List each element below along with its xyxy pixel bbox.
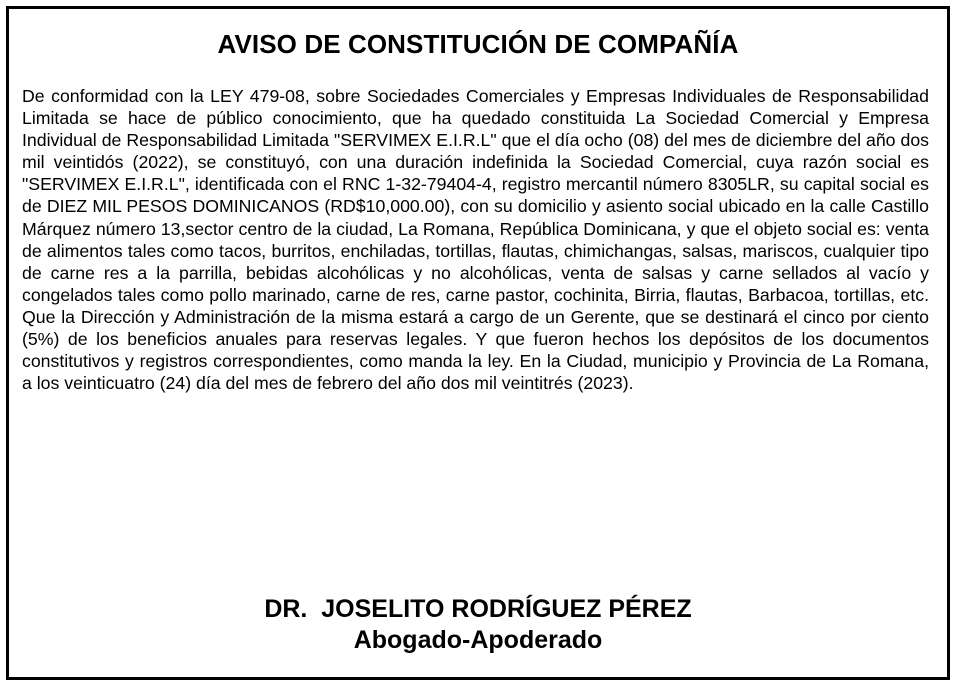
legal-notice-box xyxy=(6,6,950,680)
notice-title: AVISO DE CONSTITUCIÓN DE COMPAÑÍA xyxy=(217,29,739,59)
signer-role: Abogado-Apoderado xyxy=(353,626,603,654)
notice-body: De conformidad con la LEY 479-08, sobre Sociedades Comerciales y Empresas Individuales de Responsabilidad Limitada se hace de público conocimiento, que ha quedado constituida La Sociedad Comercial y Empresa Individual de Responsabilidad Limitada "SERVIMEX E.I.R.L" que el día ocho (08) del mes de diciembre del año dos mil veintidós (2022), se constituyó, con una duración indefinida la Sociedad Comercial, cuya razón social es "SERVIMEX E.I.R.L", identificada con el RNC 1-32-79404-4, registro mercantil número 8305LR, su capital social es de DIEZ MIL PESOS DOMINICANOS (RD$10,000.00), con su domicilio y asiento social ubicado en la calle Castillo Márquez número 13,sector centro de la ciudad, La Romana, República Dominicana, y que el objeto social es: venta de alimentos tales como tacos, burritos, enchiladas, tortillas, flautas, chimichangas, salsas, mariscos, cualquier tipo de carne res a la parrilla, bebidas alcohólicas y no alcohólicas, venta de salsas y carne sellados al vacío y congelados tales como pollo marinado, carne de res, carne pastor, cochinita, Birria, flautas, Barbacoa, tortillas, etc. Que la Dirección y Administración de la misma estará a cargo de un Gerente, que se destinará el cinco por ciento (5%) de los beneficios anuales para reservas legales. Y que fueron hechos los depósitos de los documentos constitutivos y registros correspondientes, como manda la ley. En la Ciudad, municipio y Provincia de La Romana, a los veinticuatro (24) día del mes de febrero del año dos mil veintitrés (2023). xyxy=(22,86,929,394)
signer-name: DR. JOSELITO RODRÍGUEZ PÉREZ xyxy=(264,595,692,623)
